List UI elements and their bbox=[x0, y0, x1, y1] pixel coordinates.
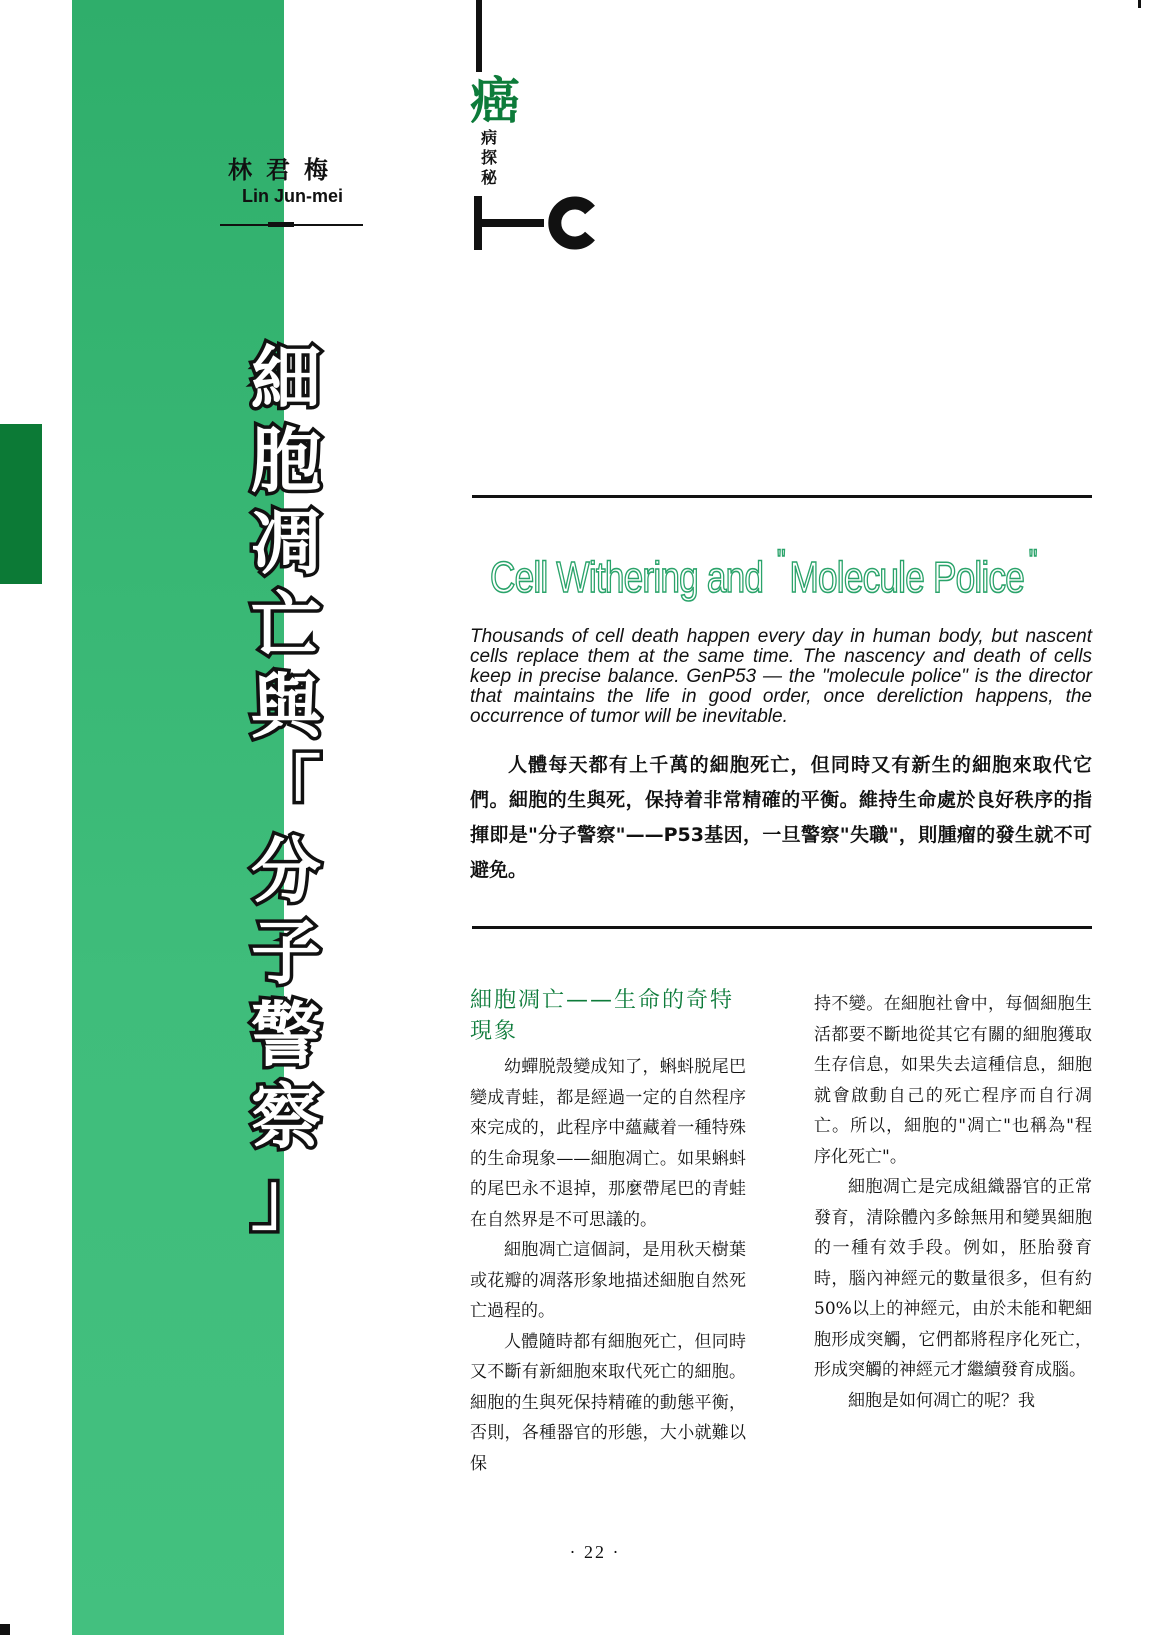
body-paragraph: 細胞凋亡是完成組織器官的正常發育，清除體內多餘無用和變異細胞的一種有效手段。例如，胚胎發育時，腦內神經元的數量很多，但有約50%以上的神經元，由於未能和靶細胞形成突觸，它們都將程序化死亡，形成突觸的神經元才繼續發育成腦。 bbox=[814, 1177, 1092, 1380]
body-paragraph: 細胞是如何凋亡的呢？我 bbox=[848, 1390, 1035, 1411]
author-divider-accent bbox=[268, 222, 294, 227]
section-tab-marker bbox=[0, 424, 42, 584]
title-char: 與 bbox=[251, 666, 321, 748]
english-title-open-quote: " bbox=[776, 544, 785, 577]
divider-rule bbox=[472, 926, 1092, 929]
body-paragraph: 細胞凋亡這個詞，是用秋天樹葉或花瓣的凋落形象地描述細胞自然死亡過程的。 bbox=[470, 1240, 746, 1321]
divider-rule bbox=[472, 495, 1092, 498]
page-number: · 22 · bbox=[569, 1542, 621, 1562]
author-name-chinese: 林君梅 bbox=[228, 156, 342, 184]
column-header-rule bbox=[476, 0, 482, 72]
title-char: 」 bbox=[251, 1158, 321, 1240]
article-title-vertical bbox=[244, 338, 328, 1240]
title-char: 胞 bbox=[251, 420, 321, 502]
title-char: 警 bbox=[251, 994, 321, 1076]
english-title-part2: Molecule Police bbox=[789, 553, 1025, 602]
column-name: 癌 bbox=[470, 72, 520, 130]
english-title-part1: Cell Withering and bbox=[490, 553, 764, 602]
title-char: 細 bbox=[251, 338, 321, 420]
abstract-english: Thousands of cell death happen every day in human body, but nascent cells replace them at the same time. The nascency and death of cells keep in precise balance. GenP53 — the "molecule police" is the director that maintains the life in good order, once dereliction happens, the occurrence of tumor will be inevitable. bbox=[470, 626, 1092, 727]
hc-logo bbox=[474, 196, 604, 254]
section-heading: 細胞凋亡——生命的奇特現象 bbox=[470, 988, 735, 1044]
author-name-english: Lin Jun-mei bbox=[242, 186, 344, 206]
english-title-close-quote: " bbox=[1028, 544, 1037, 577]
crop-mark bbox=[0, 1624, 10, 1635]
crop-mark bbox=[1138, 0, 1141, 8]
body-paragraph: 持不變。在細胞社會中，每個細胞生活都要不斷地從其它有關的細胞獲取生存信息，如果失去這種信息，細胞就會啟動自己的死亡程序而自行凋亡。所以，細胞的"凋亡"也稱為"程序化死亡"。 bbox=[814, 994, 1092, 1167]
title-char: 子 bbox=[251, 912, 321, 994]
column-subtitle: 病探秘 bbox=[481, 128, 498, 187]
body-column-left bbox=[470, 1052, 746, 1479]
body-column-right bbox=[814, 989, 1092, 1416]
title-char: 察 bbox=[251, 1076, 321, 1158]
body-paragraph: 幼蟬脱殼變成知了，蝌蚪脱尾巴變成青蛙，都是經過一定的自然程序來完成的，此程序中蘊藏着一種特殊的生命現象——細胞凋亡。如果蝌蚪的尾巴永不退掉，那麼帶尾巴的青蛙在自然界是不可思議的。 bbox=[470, 1057, 746, 1230]
title-char: 「 bbox=[251, 748, 321, 830]
title-char: 凋 bbox=[251, 502, 321, 584]
english-title bbox=[490, 544, 1041, 603]
title-char: 亡 bbox=[251, 584, 321, 666]
body-paragraph: 人體隨時都有細胞死亡，但同時又不斷有新細胞來取代死亡的細胞。細胞的生與死保持精確的動態平衡，否則，各種器官的形態，大小就難以保 bbox=[470, 1331, 746, 1474]
title-char: 分 bbox=[251, 830, 321, 912]
abstract-chinese: 人體每天都有上千萬的細胞死亡，但同時又有新生的細胞來取代它們。細胞的生與死，保持着非常精確的平衡。維持生命處於良好秩序的指揮即是"分子警察"——P53基因，一旦警察"失職"，則腫瘤的發生就不可避免。 bbox=[470, 754, 1092, 881]
